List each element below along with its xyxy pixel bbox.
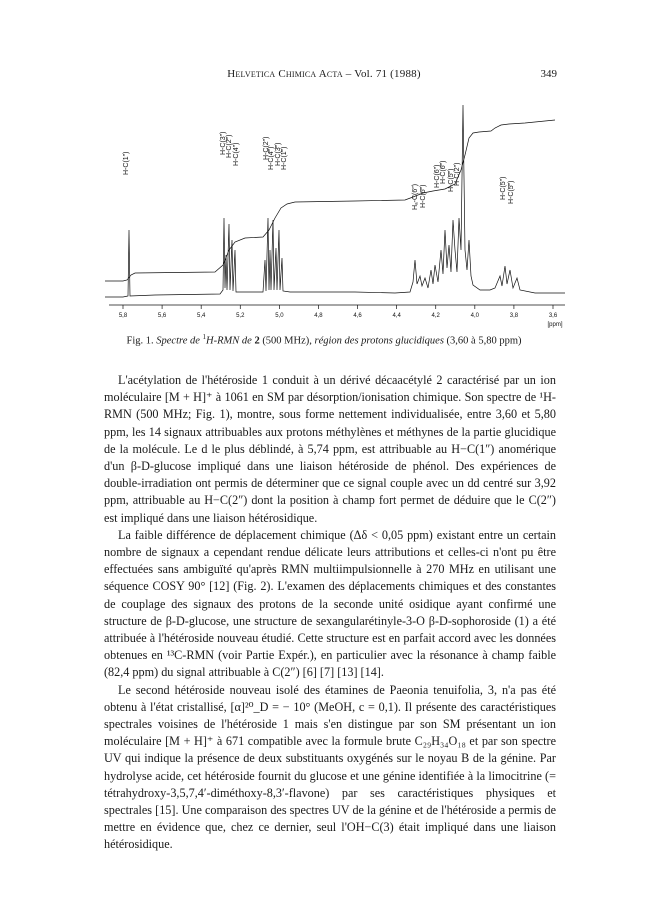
paragraph-2: La faible différence de déplacement chimique (Δδ < 0,05 ppm) existant entre un certain nombre de signaux a cependant rendue délicate leurs attributions et celles-ci n'ont pu être effectuées sans ambiguïté qu'après RMN multiimpulsionnelle à 270 MHz en utilisant une séquence COSY 90° [12] (Fig. 2). L'examen des déplacements chimiques et des constantes de couplage des signaux des protons de la seconde unité osidique ayant confirmé une structure de β-D-glucose, une structure de sexangularétinyle-3-O β-D-sophoroside (1) a été attribuée à l'hétéroside nouveau étudié. Cette structure est en parfait accord avec les données obtenues en ¹³C-RMN (voir Partie Expér.), en particulier avec la résonance à champ faible (82,4 ppm) du signal attribuable à C(2″) [6] [7] [13] [14].	[104, 527, 556, 680]
page-number: 349	[540, 68, 557, 80]
nmr-spectrum-figure	[95, 100, 575, 330]
peak-label: H-C(5″)	[500, 176, 507, 200]
paragraph-3: Le second hétéroside nouveau isolé des étamines de Paeonia tenuifolia, 3, n'a pas été obtenu à l'état cristallisé, [α]²⁰_D = − 10° (MeOH, c = 0,1). Il présente des caractéristiques spectrales voisines de l'hétéroside 1 mais s'en distingue par son SM présentant un ion moléculaire [M + H]⁺ à 671 compatible avec la formule brute C₂₉H₃₄O₁₈ et par son spectre UV qui indique la présence de deux substituants oxygénés sur le noyau B de la génine. Par hydrolyse acide, cet hétéroside fournit du glucose et une génine identifiée à la limocitrine (= tétrahydroxy-3,5,7,4′-diméthoxy-8,3′-flavone) par ses caractéristiques physiques et spectrales [15]. Une comparaison des spectres UV de la génine et de l'hétéroside a permis de mettre en évidence que, chez ce dernier, seul l'OH−C(3) était impliqué dans une liaison hétérosidique.	[104, 682, 556, 852]
x-tick-label: 4,0	[470, 313, 479, 319]
x-tick-label: 5,8	[118, 313, 128, 319]
x-axis-ticks	[119, 305, 558, 319]
peak-label: H-C(6‴)	[440, 160, 447, 184]
peak-label: H-C(3″)	[220, 131, 227, 155]
x-tick-label: 3,8	[509, 313, 519, 319]
x-tick-label: 5,2	[236, 313, 245, 319]
journal-title: Helvetica Chimica Acta – Vol. 71 (1988)	[227, 68, 421, 80]
peak-label: H-C(5‴)	[508, 180, 515, 204]
peak-label: H-C(5‴)	[448, 168, 455, 192]
x-tick-label: 5,4	[197, 313, 206, 319]
paragraph-1: L'acétylation de l'hétéroside 1 conduit à un dérivé décaacétylé 2 caractérisé par un ion moléculaire [M + H]⁺ à 1061 en SM par désorption/ionisation chimique. Son spectre de ¹H-RMN (500 MHz; Fig. 1), montre, sous forme nettement individualisée, entre 3,60 et 5,80 ppm, les 14 signaux attribuables aux protons méthylènes et méthynes de la partie glucidique de la molécule. Le d le plus déblindé, à 5,74 ppm, est attribuable au H−C(1″) anomérique d'un β-D-glucose impliqué dans une liaison hétéroside de phénol. Des expériences de double-irradiation ont permis de déterminer que ce signal couple avec un dd centré sur 3,92 ppm, attribuable au H−C(2″) dont la position à champ fort permet de déduire que le C(2″) est impliqué dans une liaison hétérosidique.	[104, 373, 556, 525]
peak-label: H-C(4″)	[233, 142, 240, 166]
peak-label: H-C(1‴)	[281, 146, 288, 170]
peak-label: H-C(4‴)	[268, 146, 275, 170]
article-body	[104, 372, 556, 854]
peak-label: H-C(3‴)	[275, 142, 282, 166]
peak-label: H-C(2‴)	[226, 134, 233, 158]
integral-curve	[105, 120, 555, 281]
peak-labels	[123, 132, 515, 210]
x-tick-label: 5,6	[157, 313, 167, 319]
peak-label: H-C(6″)	[434, 164, 441, 188]
x-tick-label: 4,6	[353, 313, 362, 319]
x-tick-label: 5,0	[275, 313, 284, 319]
x-tick-label: 3,6	[548, 313, 558, 319]
peak-label: H-C(2″)	[454, 162, 461, 186]
peak-label: Hₐ-C(6″)	[412, 183, 419, 210]
peak-label: H-C(1″)	[123, 151, 130, 175]
x-tick-label: 4,8	[314, 313, 323, 319]
axis-unit-label: [ppm]	[547, 322, 563, 328]
x-tick-label: 4,4	[392, 313, 401, 319]
peak-label: H-C(2″)	[263, 136, 270, 160]
x-tick-label: 4,2	[431, 313, 440, 319]
figure-caption: Fig. 1. Spectre de $^1$H-RMN de 2 (500 MHz), région des protons glucidiques (3,60 à 5,80 ppm)	[126, 333, 522, 347]
peak-label: H-C(6‴)	[420, 184, 427, 208]
running-head	[0, 68, 648, 84]
